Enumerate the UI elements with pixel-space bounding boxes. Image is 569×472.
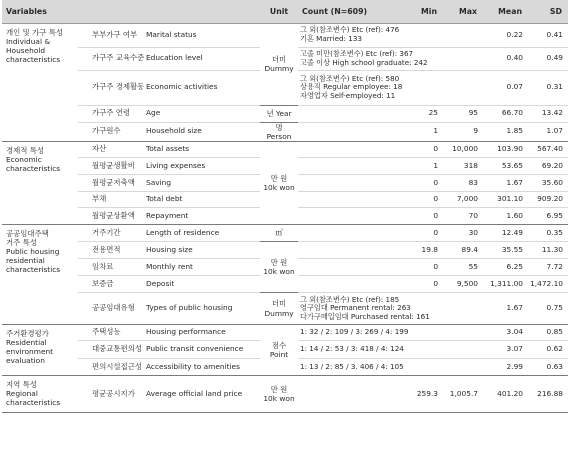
mean-cell: 0.07 — [483, 70, 528, 105]
max-cell: 318 — [443, 158, 483, 175]
min-cell — [403, 70, 443, 105]
max-cell: 83 — [443, 175, 483, 192]
count-cell — [298, 276, 403, 293]
min-cell: 0 — [403, 175, 443, 192]
variable-korean: 월평균생활비 — [78, 158, 142, 175]
count-cell — [298, 192, 403, 208]
variable-english: Total debt — [142, 192, 260, 208]
variable-korean: 가구원수 — [78, 122, 142, 142]
variable-english: Saving — [142, 175, 260, 192]
count-cell — [298, 122, 403, 142]
variable-korean: 주택성능 — [78, 325, 142, 341]
variable-korean: 평균공시지가 — [78, 376, 142, 413]
mean-cell: 401.20 — [483, 376, 528, 413]
max-cell: 9 — [443, 122, 483, 142]
mean-cell: 12.49 — [483, 225, 528, 242]
min-cell: 0 — [403, 192, 443, 208]
count-cell: 그 외(참조변수) Etc (ref): 185 영구임대 Permanent rental: 263 다가구매입임대 Purchased rental: 161 — [298, 293, 403, 325]
sd-cell: 0.62 — [528, 341, 568, 359]
sd-cell: 11.30 — [528, 242, 568, 259]
count-cell — [298, 242, 403, 259]
max-cell — [443, 341, 483, 359]
sd-cell: 0.41 — [528, 23, 568, 47]
sd-cell: 0.49 — [528, 47, 568, 70]
header-count: Count (N=609) — [298, 0, 403, 23]
variable-english: Age — [142, 105, 260, 122]
max-cell: 9,500 — [443, 276, 483, 293]
max-cell — [443, 47, 483, 70]
min-cell — [403, 23, 443, 47]
count-cell — [298, 175, 403, 192]
variable-english: Education level — [142, 47, 260, 70]
unit-cell: ㎡ — [260, 225, 298, 242]
count-cell: 1: 14 / 2: 53 / 3: 418 / 4: 124 — [298, 341, 403, 359]
unit-cell: 명 Person — [260, 122, 298, 142]
variable-english: Marital status — [142, 23, 260, 47]
variable-korean: 부채 — [78, 192, 142, 208]
mean-cell: 6.25 — [483, 259, 528, 276]
variable-english: Economic activities — [142, 70, 260, 105]
table-row — [2, 242, 568, 259]
min-cell — [403, 341, 443, 359]
count-cell: 그 외(참조변수) Etc (ref): 580 상용직 Regular employee: 18 자영업자 Self-employed: 11 — [298, 70, 403, 105]
unit-cell: 만 원 10k won — [260, 242, 298, 293]
min-cell: 0 — [403, 259, 443, 276]
variable-korean: 대중교통편의성 — [78, 341, 142, 359]
mean-cell: 66.70 — [483, 105, 528, 122]
unit-cell: 점수 Point — [260, 325, 298, 376]
count-cell — [298, 208, 403, 225]
mean-cell: 1.60 — [483, 208, 528, 225]
count-cell: 그 외(참조변수) Etc (ref): 476 기혼 Married: 133 — [298, 23, 403, 47]
variable-english: Average official land price — [142, 376, 260, 413]
variable-english: Accessibility to amenities — [142, 359, 260, 376]
header-min: Min — [403, 0, 443, 23]
mean-cell: 35.55 — [483, 242, 528, 259]
max-cell: 55 — [443, 259, 483, 276]
unit-cell: 만 원 10k won — [260, 142, 298, 225]
variable-english: Repayment — [142, 208, 260, 225]
unit-cell: 더미 Dummy — [260, 293, 298, 325]
count-cell: 1: 13 / 2: 85 / 3. 406 / 4: 105 — [298, 359, 403, 376]
variable-english: Total assets — [142, 142, 260, 158]
variable-english: Types of public housing — [142, 293, 260, 325]
max-cell: 7,000 — [443, 192, 483, 208]
descriptive-statistics-table — [2, 0, 568, 413]
variable-english: Monthly rent — [142, 259, 260, 276]
variable-korean: 가구주 교육수준 — [78, 47, 142, 70]
sd-cell: 7.72 — [528, 259, 568, 276]
max-cell: 10,000 — [443, 142, 483, 158]
variable-korean: 거주기간 — [78, 225, 142, 242]
table-row — [2, 293, 568, 325]
header-max: Max — [443, 0, 483, 23]
max-cell: 30 — [443, 225, 483, 242]
sd-cell: 567.40 — [528, 142, 568, 158]
max-cell — [443, 70, 483, 105]
table-row — [2, 105, 568, 122]
variable-english: Housing performance — [142, 325, 260, 341]
header-unit: Unit — [260, 0, 298, 23]
min-cell: 1 — [403, 122, 443, 142]
table-row — [2, 225, 568, 242]
max-cell: 95 — [443, 105, 483, 122]
header-sd: SD — [528, 0, 568, 23]
sd-cell: 6.95 — [528, 208, 568, 225]
variable-english: Deposit — [142, 276, 260, 293]
sd-cell: 0.75 — [528, 293, 568, 325]
category-cell: 주거환경평가 Residential environment evaluation — [2, 325, 78, 376]
max-cell — [443, 325, 483, 341]
variable-korean: 편의시설접근성 — [78, 359, 142, 376]
min-cell: 259.3 — [403, 376, 443, 413]
max-cell — [443, 23, 483, 47]
sd-cell: 1.07 — [528, 122, 568, 142]
table-row — [2, 142, 568, 158]
variable-english: Household size — [142, 122, 260, 142]
sd-cell: 216.88 — [528, 376, 568, 413]
unit-cell: 년 Year — [260, 105, 298, 122]
count-cell: 1: 32 / 2: 109 / 3: 269 / 4: 199 — [298, 325, 403, 341]
variable-korean: 보증금 — [78, 276, 142, 293]
category-cell: 개인 및 가구 특성 Individual & Household characteristics — [2, 23, 78, 142]
mean-cell: 2.99 — [483, 359, 528, 376]
variable-english: Public transit convenience — [142, 341, 260, 359]
mean-cell: 0.40 — [483, 47, 528, 70]
header-mean: Mean — [483, 0, 528, 23]
max-cell: 1,005.7 — [443, 376, 483, 413]
table-row — [2, 122, 568, 142]
category-cell: 지역 특성 Regional characteristics — [2, 376, 78, 413]
sd-cell: 35.60 — [528, 175, 568, 192]
min-cell: 0 — [403, 142, 443, 158]
count-cell: 고졸 미만(참조변수) Etc (ref): 367 고졸 이상 High school graduate: 242 — [298, 47, 403, 70]
mean-cell: 1,311.00 — [483, 276, 528, 293]
variable-korean: 부부가구 여부 — [78, 23, 142, 47]
variable-korean: 월평균저축액 — [78, 175, 142, 192]
sd-cell: 909.20 — [528, 192, 568, 208]
count-cell — [298, 142, 403, 158]
max-cell: 89.4 — [443, 242, 483, 259]
mean-cell: 1.67 — [483, 293, 528, 325]
sd-cell: 0.85 — [528, 325, 568, 341]
table-header-row — [2, 0, 568, 23]
variable-english: Housing size — [142, 242, 260, 259]
variable-korean: 자산 — [78, 142, 142, 158]
sd-cell: 13.42 — [528, 105, 568, 122]
table-row — [2, 325, 568, 341]
variable-korean: 공공임대유형 — [78, 293, 142, 325]
max-cell — [443, 359, 483, 376]
unit-cell: 더미 Dummy — [260, 23, 298, 105]
min-cell: 1 — [403, 158, 443, 175]
variable-korean: 임차료 — [78, 259, 142, 276]
sd-cell: 0.63 — [528, 359, 568, 376]
table-row — [2, 376, 568, 413]
sd-cell: 0.31 — [528, 70, 568, 105]
table-body — [2, 23, 568, 413]
mean-cell: 53.65 — [483, 158, 528, 175]
count-cell — [298, 259, 403, 276]
mean-cell: 3.07 — [483, 341, 528, 359]
table-row — [2, 23, 568, 47]
count-cell — [298, 376, 403, 413]
min-cell: 25 — [403, 105, 443, 122]
mean-cell: 1.67 — [483, 175, 528, 192]
variable-korean: 전용면적 — [78, 242, 142, 259]
category-cell: 경제적 특성 Economic characteristics — [2, 142, 78, 225]
count-cell — [298, 158, 403, 175]
min-cell — [403, 359, 443, 376]
mean-cell: 103.90 — [483, 142, 528, 158]
mean-cell: 3.04 — [483, 325, 528, 341]
max-cell — [443, 293, 483, 325]
min-cell: 0 — [403, 225, 443, 242]
sd-cell: 69.20 — [528, 158, 568, 175]
min-cell: 0 — [403, 208, 443, 225]
header-variables: Variables — [2, 0, 260, 23]
category-cell: 공공임대주택 거주 특성 Public housing residential characteristics — [2, 225, 78, 325]
max-cell: 70 — [443, 208, 483, 225]
variable-english: Living expenses — [142, 158, 260, 175]
variable-korean: 가구주 경제활동 — [78, 70, 142, 105]
unit-cell: 만 원 10k won — [260, 376, 298, 413]
count-cell — [298, 225, 403, 242]
min-cell: 0 — [403, 276, 443, 293]
variable-korean: 월평균상환액 — [78, 208, 142, 225]
variable-korean: 가구주 연령 — [78, 105, 142, 122]
sd-cell: 0.35 — [528, 225, 568, 242]
mean-cell: 0.22 — [483, 23, 528, 47]
count-cell — [298, 105, 403, 122]
min-cell: 19.8 — [403, 242, 443, 259]
variable-english: Length of residence — [142, 225, 260, 242]
mean-cell: 1.85 — [483, 122, 528, 142]
sd-cell: 1,472.10 — [528, 276, 568, 293]
min-cell — [403, 325, 443, 341]
mean-cell: 301.10 — [483, 192, 528, 208]
